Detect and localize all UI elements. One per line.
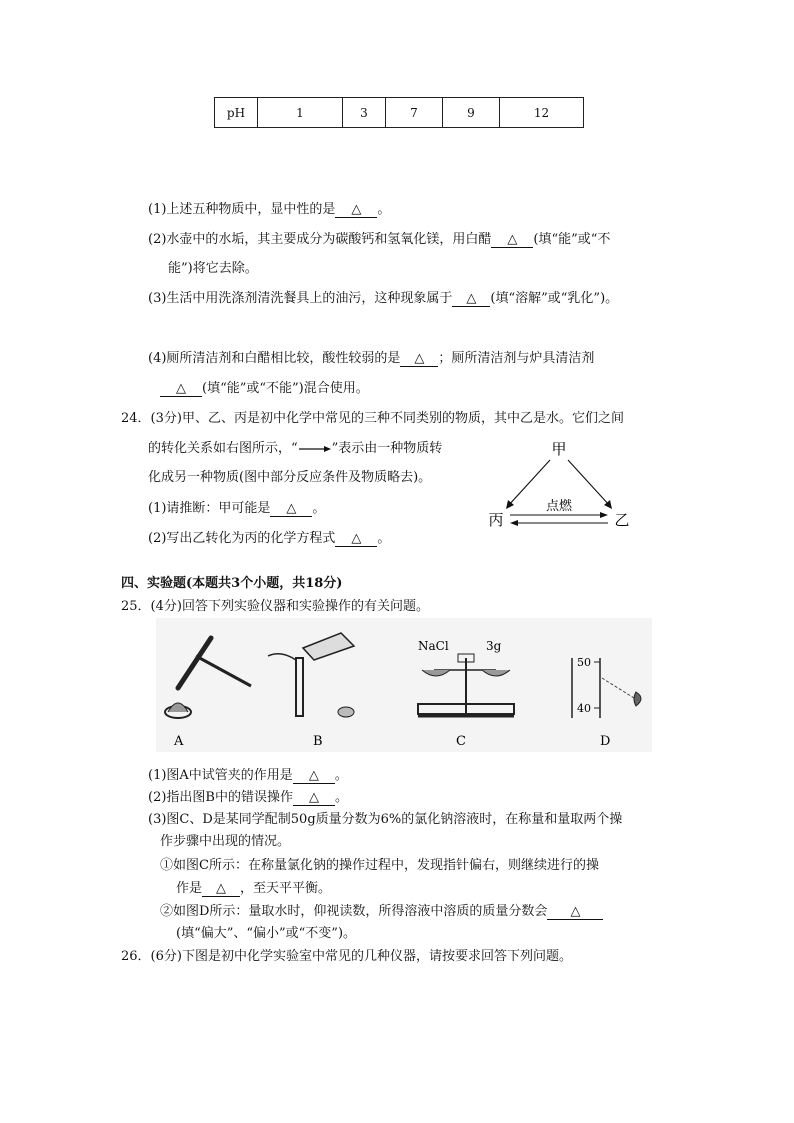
figure-label-c: C xyxy=(456,734,466,749)
q25-sub2: ②如图D所示：量取水时，仰视读数，所得溶液中溶质的质量分数会 △ xyxy=(160,900,603,920)
ph-value-cell: 3 xyxy=(343,98,386,128)
q25-sub1-cont: 作是 △ ，至天平平衡。 xyxy=(176,881,332,896)
q23-part1: (1)上述五种物质中，显中性的是 △ 。 xyxy=(148,202,391,217)
scale-label-50: 50 xyxy=(577,656,591,669)
node-jia: 甲 xyxy=(551,440,567,458)
answer-blank: △ xyxy=(293,769,335,784)
q23-part4: (4)厕所清洁剂和白醋相比较，酸性较弱的是 △ ；厕所清洁剂与炉具清洁剂 xyxy=(148,351,595,366)
answer-blank: △ xyxy=(270,502,312,517)
ph-value-cell: 12 xyxy=(500,98,584,128)
answer-blank: △ xyxy=(335,203,377,218)
q23-part2: (2)水壶中的水垢，其主要成分为碳酸钙和氢氧化镁，用白醋 △ (填“能”或“不 xyxy=(148,232,611,247)
ph-header-cell: pH xyxy=(215,98,258,128)
figure-label-a: A xyxy=(174,734,184,749)
mass-label: 3g xyxy=(486,639,502,653)
q25-part3-cont: 作步骤中出现的情况。 xyxy=(160,834,291,849)
nacl-label: NaCl xyxy=(418,639,449,653)
q24-line3: 化成另一种物质(图中部分反应条件及物质略去)。 xyxy=(148,470,432,485)
ph-value-cell: 1 xyxy=(258,98,343,128)
arrow-label-burn: 点燃 xyxy=(545,499,573,514)
q23-part4-cont: △ (填“能”或“不能”)混合使用。 xyxy=(160,377,369,397)
figure-label-d: D xyxy=(600,734,611,749)
q23-part2-cont: 能”)将它去除。 xyxy=(168,261,258,276)
answer-blank: △ xyxy=(335,532,377,547)
arrow-jia-to-bing xyxy=(508,460,550,506)
q25-part3: (3)图C、D是某同学配制50g质量分数为6%的氯化钠溶液时，在称量和量取两个操 xyxy=(148,812,623,827)
q25-intro: 25．(4分)回答下列实验仪器和实验操作的有关问题。 xyxy=(121,599,429,614)
q23-part3: (3)生活中用洗涤剂清洗餐具上的油污，这种现象属于 △ (填“溶解”或“乳化”)。 xyxy=(148,291,619,306)
ph-table xyxy=(214,97,584,128)
node-yi: 乙 xyxy=(614,511,630,529)
bottle-stopper xyxy=(338,707,354,717)
arrowhead xyxy=(510,520,518,526)
answer-blank: △ xyxy=(452,292,490,307)
q25-part1: (1)图A中试管夹的作用是 △ 。 xyxy=(148,768,348,783)
answer-blank: △ xyxy=(400,352,438,367)
q24-part2: (2)写出乙转化为丙的化学方程式 △ 。 xyxy=(148,531,391,546)
q24-line2: 的转化关系如右图所示，“ ”表示由一种物质转 xyxy=(148,441,443,456)
lab-figure xyxy=(156,618,652,752)
q25-sub2-cont: (填“偏大”、“偏小”或“不变”)。 xyxy=(176,926,357,941)
section-title: 四、实验题(本题共3个小题，共18分) xyxy=(121,576,343,591)
q26-intro: 26．(6分)下图是初中化学实验室中常见的几种仪器，请按要求回答下列问题。 xyxy=(121,949,572,964)
figure-label-b: B xyxy=(313,734,323,749)
q25-part2: (2)指出图B中的错误操作 △ 。 xyxy=(148,790,348,805)
figure-background xyxy=(156,618,652,752)
answer-blank: △ xyxy=(293,791,335,806)
answer-blank: △ xyxy=(547,905,603,920)
table-row xyxy=(215,98,584,128)
node-bing: 丙 xyxy=(488,511,504,529)
ph-value-cell: 7 xyxy=(386,98,443,128)
q25-sub1: ①如图C所示：在称量氯化钠的操作过程中，发现指针偏右，则继续进行的操 xyxy=(160,858,599,873)
arrowhead xyxy=(600,512,608,518)
scale-label-40: 40 xyxy=(577,702,591,715)
arrow-symbol-icon xyxy=(298,444,332,454)
q24-part1: (1)请推断：甲可能是 △ 。 xyxy=(148,501,326,516)
answer-blank: △ xyxy=(160,382,202,397)
answer-blank: △ xyxy=(491,233,533,248)
ph-value-cell: 9 xyxy=(443,98,500,128)
q24-line1: 24．(3分)甲、乙、丙是初中化学中常见的三种不同类别的物质，其中乙是水。它们之间 xyxy=(121,411,624,426)
answer-blank: △ xyxy=(202,882,240,897)
arrow-jia-to-yi xyxy=(568,460,610,506)
conversion-diagram xyxy=(484,436,634,536)
